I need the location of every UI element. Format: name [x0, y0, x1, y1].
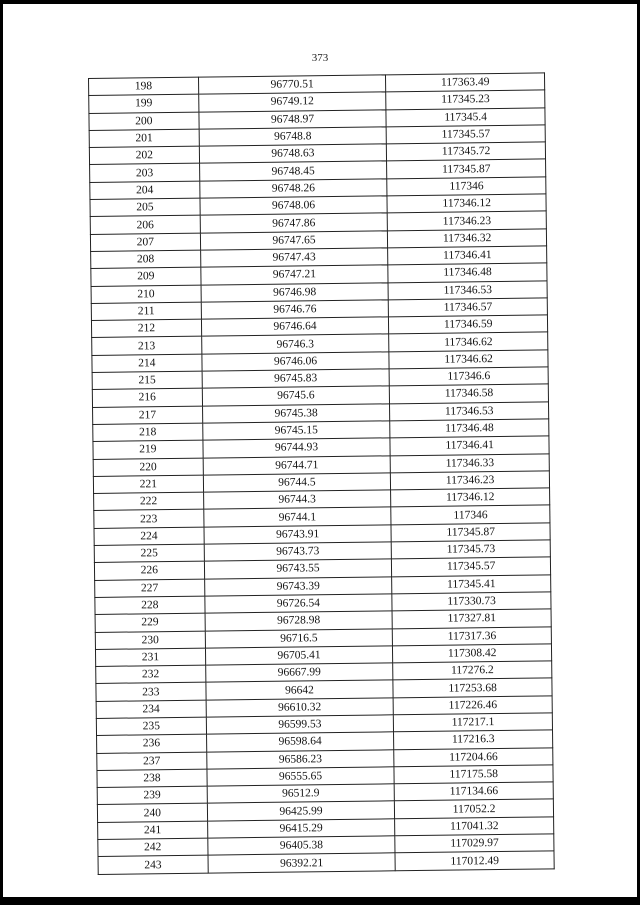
- point-number-cell: 201: [89, 129, 199, 148]
- x-coordinate-cell: 96770.51: [198, 75, 386, 95]
- point-number-cell: 234: [96, 700, 206, 719]
- x-coordinate-cell: 96746.06: [202, 352, 390, 372]
- point-number-cell: 233: [96, 682, 206, 701]
- y-coordinate-cell: 117308.42: [393, 644, 552, 663]
- point-number-cell: 223: [94, 510, 204, 529]
- point-number-cell: 217: [93, 406, 203, 425]
- x-coordinate-cell: 96749.12: [198, 92, 386, 112]
- y-coordinate-cell: 117041.32: [395, 817, 554, 836]
- y-coordinate-cell: 117346.41: [390, 436, 549, 455]
- x-coordinate-cell: 96705.41: [205, 646, 393, 666]
- x-coordinate-cell: 96555.65: [207, 767, 395, 787]
- y-coordinate-cell: 117346.53: [390, 402, 549, 421]
- point-number-cell: 209: [91, 267, 201, 286]
- x-coordinate-cell: 96667.99: [205, 663, 393, 683]
- x-coordinate-cell: 96748.63: [199, 144, 387, 164]
- y-coordinate-cell: 117029.97: [395, 834, 554, 853]
- y-coordinate-cell: 117330.73: [392, 592, 551, 611]
- point-number-cell: 218: [93, 423, 203, 442]
- y-coordinate-cell: 117175.58: [394, 765, 553, 784]
- x-coordinate-cell: 96728.98: [205, 611, 393, 631]
- y-coordinate-cell: 117346.62: [389, 350, 548, 369]
- point-number-cell: 198: [89, 77, 199, 96]
- y-coordinate-cell: 117346.48: [390, 419, 549, 438]
- x-coordinate-cell: 96743.91: [204, 525, 392, 545]
- x-coordinate-cell: 96392.21: [208, 853, 396, 873]
- point-number-cell: 229: [95, 613, 205, 632]
- point-number-cell: 231: [95, 648, 205, 667]
- x-coordinate-cell: 96586.23: [206, 749, 394, 769]
- point-number-cell: 200: [89, 112, 199, 131]
- y-coordinate-cell: 117346.23: [391, 471, 550, 490]
- y-coordinate-cell: 117346.48: [388, 263, 547, 282]
- point-number-cell: 243: [98, 855, 208, 874]
- x-coordinate-cell: 96743.39: [204, 576, 392, 596]
- y-coordinate-cell: 117317.36: [393, 626, 552, 645]
- point-number-cell: 242: [98, 838, 208, 857]
- y-coordinate-cell: 117346.59: [389, 315, 548, 334]
- point-number-cell: 213: [92, 337, 202, 356]
- y-coordinate-cell: 117346: [391, 505, 550, 524]
- x-coordinate-cell: 96415.29: [207, 819, 395, 839]
- x-coordinate-cell: 96747.65: [200, 231, 388, 251]
- x-coordinate-cell: 96747.86: [200, 213, 388, 233]
- x-coordinate-cell: 96748.97: [199, 109, 387, 129]
- point-number-cell: 207: [90, 233, 200, 252]
- point-number-cell: 211: [91, 302, 201, 321]
- x-coordinate-cell: 96425.99: [207, 801, 395, 821]
- y-coordinate-cell: 117345.87: [387, 159, 546, 178]
- y-coordinate-cell: 117204.66: [394, 747, 553, 766]
- coordinate-table: [88, 72, 555, 874]
- point-number-cell: 238: [97, 769, 207, 788]
- x-coordinate-cell: 96744.5: [203, 473, 391, 493]
- point-number-cell: 241: [98, 821, 208, 840]
- point-number-cell: 226: [94, 561, 204, 580]
- y-coordinate-cell: 117134.66: [394, 782, 553, 801]
- y-coordinate-cell: 117346.53: [388, 280, 547, 299]
- y-coordinate-cell: 117012.49: [395, 851, 554, 870]
- point-number-cell: 236: [97, 734, 207, 753]
- x-coordinate-cell: 96747.21: [201, 265, 389, 285]
- x-coordinate-cell: 96743.73: [204, 542, 392, 562]
- y-coordinate-cell: 117345.73: [391, 540, 550, 559]
- y-coordinate-cell: 117327.81: [392, 609, 551, 628]
- point-number-cell: 205: [90, 198, 200, 217]
- y-coordinate-cell: 117346.12: [387, 194, 546, 213]
- x-coordinate-cell: 96745.83: [202, 369, 390, 389]
- point-number-cell: 214: [92, 354, 202, 373]
- y-coordinate-cell: 117346.58: [390, 384, 549, 403]
- point-number-cell: 240: [97, 804, 207, 823]
- point-number-cell: 215: [92, 371, 202, 390]
- y-coordinate-cell: 117345.57: [386, 125, 545, 144]
- point-number-cell: 208: [91, 250, 201, 269]
- y-coordinate-cell: 117216.3: [394, 730, 553, 749]
- point-number-cell: 204: [90, 181, 200, 200]
- point-number-cell: 221: [93, 475, 203, 494]
- point-number-cell: 199: [89, 94, 199, 113]
- x-coordinate-cell: 96405.38: [208, 836, 396, 856]
- y-coordinate-cell: 117345.72: [387, 142, 546, 161]
- coordinate-table-wrapper: [88, 72, 555, 874]
- y-coordinate-cell: 117052.2: [395, 799, 554, 818]
- x-coordinate-cell: 96746.3: [201, 334, 389, 354]
- page-number: 373: [311, 52, 329, 64]
- x-coordinate-cell: 96610.32: [206, 698, 394, 718]
- point-number-cell: 212: [91, 319, 201, 338]
- point-number-cell: 237: [97, 752, 207, 771]
- x-coordinate-cell: 96745.15: [202, 421, 390, 441]
- y-coordinate-cell: 117346.6: [389, 367, 548, 386]
- y-coordinate-cell: 117345.41: [392, 574, 551, 593]
- x-coordinate-cell: 96746.64: [201, 317, 389, 337]
- point-number-cell: 225: [94, 544, 204, 563]
- x-coordinate-cell: 96744.1: [203, 507, 391, 527]
- y-coordinate-cell: 117217.1: [394, 713, 553, 732]
- x-coordinate-cell: 96748.06: [200, 196, 388, 216]
- x-coordinate-cell: 96744.71: [203, 455, 391, 475]
- x-coordinate-cell: 96599.53: [206, 715, 394, 735]
- x-coordinate-cell: 96743.55: [204, 559, 392, 579]
- x-coordinate-cell: 96745.6: [202, 386, 390, 406]
- y-coordinate-cell: 117345.23: [386, 90, 545, 109]
- y-coordinate-cell: 117253.68: [393, 678, 552, 697]
- point-number-cell: 210: [91, 285, 201, 304]
- point-number-cell: 232: [96, 665, 206, 684]
- point-number-cell: 239: [97, 786, 207, 805]
- x-coordinate-cell: 96748.45: [199, 161, 387, 181]
- y-coordinate-cell: 117346.41: [388, 246, 547, 265]
- x-coordinate-cell: 96745.38: [202, 403, 390, 423]
- point-number-cell: 202: [89, 146, 199, 165]
- point-number-cell: 219: [93, 440, 203, 459]
- point-number-cell: 220: [93, 458, 203, 477]
- x-coordinate-cell: 96726.54: [205, 594, 393, 614]
- point-number-cell: 224: [94, 527, 204, 546]
- point-number-cell: 216: [92, 388, 202, 407]
- x-coordinate-cell: 96746.76: [201, 300, 389, 320]
- x-coordinate-cell: 96512.9: [207, 784, 395, 804]
- y-coordinate-cell: 117345.4: [386, 108, 545, 127]
- y-coordinate-cell: 117346.57: [389, 298, 548, 317]
- y-coordinate-cell: 117346: [387, 177, 546, 196]
- point-number-cell: 227: [95, 579, 205, 598]
- y-coordinate-cell: 117226.46: [393, 696, 552, 715]
- y-coordinate-cell: 117346.33: [390, 453, 549, 472]
- x-coordinate-cell: 96598.64: [206, 732, 394, 752]
- x-coordinate-cell: 96716.5: [205, 628, 393, 648]
- x-coordinate-cell: 96744.3: [203, 490, 391, 510]
- x-coordinate-cell: 96748.26: [199, 179, 387, 199]
- x-coordinate-cell: 96642: [206, 680, 394, 700]
- coordinate-table-body: [89, 73, 555, 874]
- point-number-cell: 235: [96, 717, 206, 736]
- y-coordinate-cell: 117346.12: [391, 488, 550, 507]
- y-coordinate-cell: 117346.23: [387, 211, 546, 230]
- x-coordinate-cell: 96748.8: [199, 127, 387, 147]
- y-coordinate-cell: 117346.32: [388, 229, 547, 248]
- y-coordinate-cell: 117345.87: [391, 523, 550, 542]
- x-coordinate-cell: 96746.98: [201, 282, 389, 302]
- y-coordinate-cell: 117276.2: [393, 661, 552, 680]
- y-coordinate-cell: 117363.49: [386, 73, 545, 92]
- y-coordinate-cell: 117345.57: [392, 557, 551, 576]
- point-number-cell: 230: [95, 631, 205, 650]
- x-coordinate-cell: 96747.43: [200, 248, 388, 268]
- point-number-cell: 228: [95, 596, 205, 615]
- x-coordinate-cell: 96744.93: [203, 438, 391, 458]
- y-coordinate-cell: 117346.62: [389, 332, 548, 351]
- point-number-cell: 206: [90, 216, 200, 235]
- point-number-cell: 203: [90, 164, 200, 183]
- point-number-cell: 222: [94, 492, 204, 511]
